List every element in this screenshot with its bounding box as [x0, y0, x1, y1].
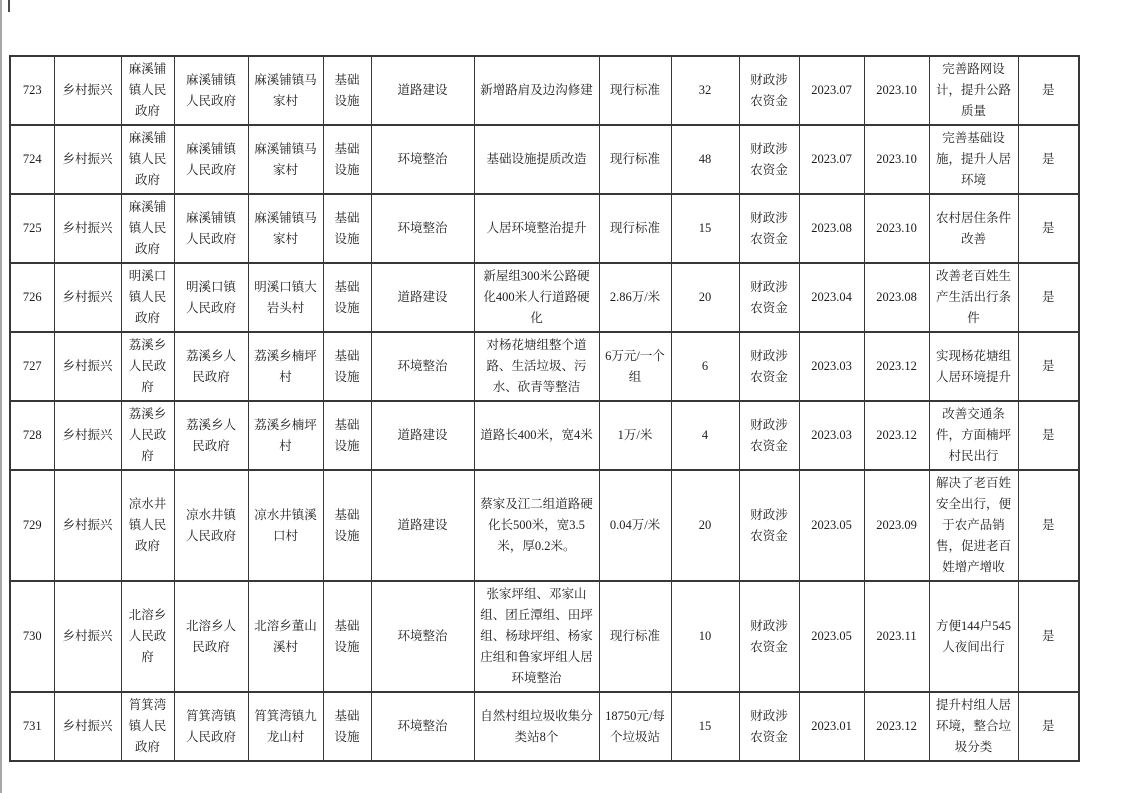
table-row: [10, 692, 1079, 761]
category: 乡村振兴: [54, 125, 121, 194]
serial-number: 730: [10, 581, 54, 692]
table-row: [10, 332, 1079, 401]
implementing-unit: 凉水井镇人民政府: [174, 470, 248, 581]
table-row: [10, 581, 1079, 692]
subsidy-standard: 1万/米: [599, 401, 671, 470]
start-date: 2023.08: [799, 194, 864, 263]
project-type: 道路建设: [371, 470, 474, 581]
responsible-unit: 麻溪铺镇人民政府: [121, 194, 174, 263]
subsidy-standard: 2.86万/米: [599, 263, 671, 332]
fund-amount: 20: [671, 470, 739, 581]
serial-number: 723: [10, 56, 54, 125]
project-location: 凉水井镇溪口村: [248, 470, 323, 581]
start-date: 2023.01: [799, 692, 864, 761]
fund-source: 财政涉农资金: [739, 125, 799, 194]
implementing-unit: 荔溪乡人民政府: [174, 332, 248, 401]
end-date: 2023.12: [864, 401, 929, 470]
table-row: [10, 263, 1079, 332]
project-category: 基础设施: [323, 332, 371, 401]
start-date: 2023.07: [799, 56, 864, 125]
construction-content: 道路长400米，宽4米: [474, 401, 599, 470]
fund-amount: 6: [671, 332, 739, 401]
page-edge-line: [0, 0, 2, 793]
serial-number: 731: [10, 692, 54, 761]
project-location: 荔溪乡楠坪村: [248, 332, 323, 401]
subsidy-standard: 6万元/一个组: [599, 332, 671, 401]
serial-number: 728: [10, 401, 54, 470]
expected-benefit: 改善交通条件，方面楠坪村民出行: [929, 401, 1018, 470]
end-date: 2023.10: [864, 56, 929, 125]
expected-benefit: 实现杨花塘组人居环境提升: [929, 332, 1018, 401]
subsidy-standard: 现行标准: [599, 194, 671, 263]
table-row: [10, 56, 1079, 125]
fund-source: 财政涉农资金: [739, 401, 799, 470]
end-date: 2023.10: [864, 194, 929, 263]
project-location: 麻溪铺镇马家村: [248, 194, 323, 263]
expected-benefit: 改善老百姓生产生活出行条件: [929, 263, 1018, 332]
category: 乡村振兴: [54, 194, 121, 263]
project-location: 麻溪铺镇马家村: [248, 56, 323, 125]
expected-benefit: 提升村组人居环境，整合垃圾分类: [929, 692, 1018, 761]
construction-content: 人居环境整治提升: [474, 194, 599, 263]
fund-source: 财政涉农资金: [739, 470, 799, 581]
expected-benefit: 完善基础设施，提升人居环境: [929, 125, 1018, 194]
project-type: 环境整治: [371, 194, 474, 263]
project-location: 明溪口镇大岩头村: [248, 263, 323, 332]
public-flag: 是: [1018, 581, 1079, 692]
implementing-unit: 明溪口镇人民政府: [174, 263, 248, 332]
project-type: 道路建设: [371, 56, 474, 125]
project-category: 基础设施: [323, 194, 371, 263]
project-location: 北溶乡董山溪村: [248, 581, 323, 692]
category: 乡村振兴: [54, 332, 121, 401]
fund-source: 财政涉农资金: [739, 56, 799, 125]
construction-content: 张家坪组、邓家山组、团丘潭组、田坪组、杨球坪组、杨家庄组和鲁家坪组人居环境整治: [474, 581, 599, 692]
project-location: 荔溪乡楠坪村: [248, 401, 323, 470]
serial-number: 729: [10, 470, 54, 581]
construction-content: 基础设施提质改造: [474, 125, 599, 194]
end-date: 2023.12: [864, 332, 929, 401]
project-type: 道路建设: [371, 263, 474, 332]
construction-content: 蔡家及江二组道路硬化长500米，宽3.5米，厚0.2米。: [474, 470, 599, 581]
project-location: 筲箕湾镇九龙山村: [248, 692, 323, 761]
responsible-unit: 北溶乡人民政府: [121, 581, 174, 692]
serial-number: 727: [10, 332, 54, 401]
category: 乡村振兴: [54, 56, 121, 125]
end-date: 2023.09: [864, 470, 929, 581]
public-flag: 是: [1018, 56, 1079, 125]
responsible-unit: 麻溪铺镇人民政府: [121, 56, 174, 125]
category: 乡村振兴: [54, 692, 121, 761]
project-type: 环境整治: [371, 692, 474, 761]
category: 乡村振兴: [54, 581, 121, 692]
subsidy-standard: 18750元/每个垃圾站: [599, 692, 671, 761]
responsible-unit: 荔溪乡人民政府: [121, 401, 174, 470]
implementing-unit: 麻溪铺镇人民政府: [174, 125, 248, 194]
implementing-unit: 北溶乡人民政府: [174, 581, 248, 692]
implementing-unit: 麻溪铺镇人民政府: [174, 56, 248, 125]
expected-benefit: 方便144户545人夜间出行: [929, 581, 1018, 692]
subsidy-standard: 现行标准: [599, 56, 671, 125]
implementing-unit: 荔溪乡人民政府: [174, 401, 248, 470]
expected-benefit: 完善路网设计，提升公路质量: [929, 56, 1018, 125]
project-category: 基础设施: [323, 401, 371, 470]
fund-source: 财政涉农资金: [739, 581, 799, 692]
fund-amount: 4: [671, 401, 739, 470]
subsidy-standard: 0.04万/米: [599, 470, 671, 581]
expected-benefit: 解决了老百姓安全出行，便于农产品销售，促进老百姓增产增收: [929, 470, 1018, 581]
public-flag: 是: [1018, 332, 1079, 401]
expected-benefit: 农村居住条件改善: [929, 194, 1018, 263]
public-flag: 是: [1018, 125, 1079, 194]
start-date: 2023.05: [799, 581, 864, 692]
responsible-unit: 荔溪乡人民政府: [121, 332, 174, 401]
table-row: [10, 194, 1079, 263]
fund-amount: 15: [671, 194, 739, 263]
serial-number: 726: [10, 263, 54, 332]
public-flag: 是: [1018, 194, 1079, 263]
fund-amount: 48: [671, 125, 739, 194]
end-date: 2023.11: [864, 581, 929, 692]
fund-source: 财政涉农资金: [739, 332, 799, 401]
responsible-unit: 明溪口镇人民政府: [121, 263, 174, 332]
end-date: 2023.08: [864, 263, 929, 332]
category: 乡村振兴: [54, 470, 121, 581]
subsidy-standard: 现行标准: [599, 581, 671, 692]
fund-amount: 15: [671, 692, 739, 761]
fund-amount: 32: [671, 56, 739, 125]
serial-number: 725: [10, 194, 54, 263]
project-type: 环境整治: [371, 125, 474, 194]
construction-content: 对杨花塘组整个道路、生活垃圾、污水、砍青等整洁: [474, 332, 599, 401]
implementing-unit: 麻溪铺镇人民政府: [174, 194, 248, 263]
project-location: 麻溪铺镇马家村: [248, 125, 323, 194]
fund-source: 财政涉农资金: [739, 692, 799, 761]
start-date: 2023.07: [799, 125, 864, 194]
start-date: 2023.05: [799, 470, 864, 581]
fund-amount: 20: [671, 263, 739, 332]
project-type: 道路建设: [371, 401, 474, 470]
project-category: 基础设施: [323, 56, 371, 125]
project-category: 基础设施: [323, 125, 371, 194]
table-row: [10, 125, 1079, 194]
serial-number: 724: [10, 125, 54, 194]
project-category: 基础设施: [323, 470, 371, 581]
project-category: 基础设施: [323, 263, 371, 332]
start-date: 2023.03: [799, 332, 864, 401]
construction-content: 新增路肩及边沟修建: [474, 56, 599, 125]
public-flag: 是: [1018, 692, 1079, 761]
responsible-unit: 筲箕湾镇人民政府: [121, 692, 174, 761]
rural-revitalization-project-table: [9, 55, 1080, 762]
fund-source: 财政涉农资金: [739, 263, 799, 332]
fund-amount: 10: [671, 581, 739, 692]
end-date: 2023.10: [864, 125, 929, 194]
implementing-unit: 筲箕湾镇人民政府: [174, 692, 248, 761]
project-category: 基础设施: [323, 581, 371, 692]
subsidy-standard: 现行标准: [599, 125, 671, 194]
category: 乡村振兴: [54, 263, 121, 332]
project-type: 环境整治: [371, 332, 474, 401]
construction-content: 新屋组300米公路硬化400米人行道路硬化: [474, 263, 599, 332]
responsible-unit: 凉水井镇人民政府: [121, 470, 174, 581]
table-row: [10, 470, 1079, 581]
responsible-unit: 麻溪铺镇人民政府: [121, 125, 174, 194]
construction-content: 自然村组垃圾收集分类站8个: [474, 692, 599, 761]
fund-source: 财政涉农资金: [739, 194, 799, 263]
project-type: 环境整治: [371, 581, 474, 692]
end-date: 2023.12: [864, 692, 929, 761]
table-body: [10, 56, 1079, 761]
public-flag: 是: [1018, 401, 1079, 470]
project-category: 基础设施: [323, 692, 371, 761]
border-remnant-tick: [8, 0, 10, 12]
category: 乡村振兴: [54, 401, 121, 470]
table-row: [10, 401, 1079, 470]
start-date: 2023.04: [799, 263, 864, 332]
start-date: 2023.03: [799, 401, 864, 470]
public-flag: 是: [1018, 263, 1079, 332]
public-flag: 是: [1018, 470, 1079, 581]
